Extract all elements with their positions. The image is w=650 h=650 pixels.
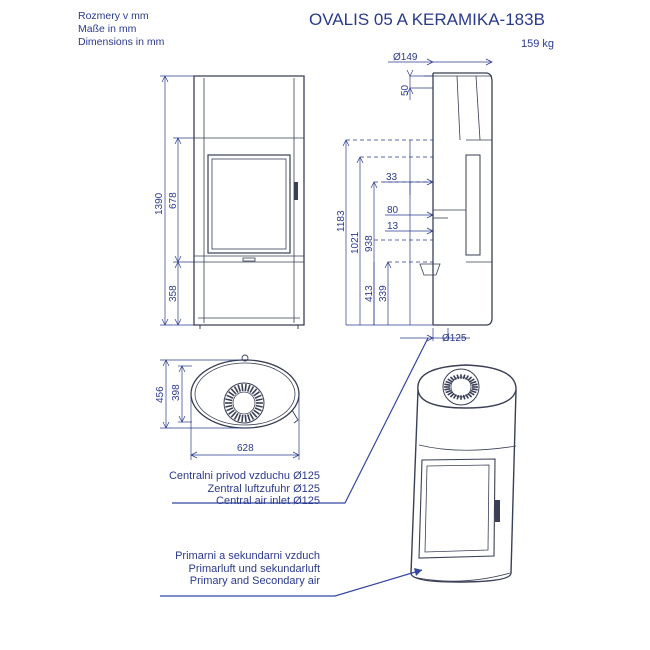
legend-prim-en: Primary and Secondary air	[189, 575, 320, 587]
vent-slot	[463, 375, 464, 379]
vent-slot	[245, 415, 246, 422]
dim-top-depth: 456	[155, 386, 166, 403]
dim-side-1021: 1021	[350, 231, 361, 254]
vent-slot	[468, 377, 472, 381]
vent-slot	[457, 395, 458, 399]
vent-slot	[472, 389, 478, 390]
vent-slot	[256, 406, 263, 408]
stove-3d-view	[411, 365, 516, 582]
product-title: OVALIS 05 A KERAMIKA-183B	[309, 10, 545, 29]
units-en: Dimensions in mm	[78, 36, 165, 48]
top-vent-slots	[225, 384, 263, 422]
dim-front-upper: 678	[168, 192, 179, 209]
vent-slot	[466, 376, 469, 380]
dim-front-height: 1390	[154, 192, 165, 215]
dim-side-13: 13	[387, 221, 399, 232]
dim-side-413: 413	[364, 285, 375, 302]
vent-slot	[450, 394, 454, 398]
legend-primary-air	[120, 550, 320, 588]
dim-side-flue: Ø149	[393, 52, 418, 63]
vent-slot	[250, 387, 254, 393]
vent-slot	[446, 391, 451, 393]
legend-prim-cz: Primarni a sekundarni vzduch	[175, 550, 320, 562]
vent-slot	[444, 384, 450, 385]
side-dimensions	[336, 52, 492, 344]
vent-slot	[238, 385, 240, 392]
side-view	[420, 73, 492, 325]
vent-slot	[448, 392, 453, 395]
dim-side-33: 33	[386, 172, 398, 183]
dim-side-50: 50	[400, 84, 411, 96]
vent-slot	[227, 395, 233, 398]
vent-slot	[255, 408, 261, 411]
vent-slot	[468, 394, 472, 398]
vent-slot	[250, 413, 254, 419]
front-dimensions	[154, 76, 194, 325]
vent-slot	[255, 395, 261, 398]
vent-slot	[248, 414, 250, 421]
product-weight: 159 kg	[521, 38, 555, 50]
vent-slot	[225, 399, 232, 401]
legend-prim-de: Primarluft und sekundarluft	[188, 562, 320, 575]
vent-slot	[466, 394, 469, 398]
units-de: Maße in mm	[78, 23, 137, 35]
dim-side-80: 80	[387, 205, 399, 216]
vent-slot	[454, 376, 457, 380]
vent-slot	[457, 375, 458, 379]
legend-air-en: Central air inlet Ø125	[216, 495, 320, 507]
vent-slot	[444, 389, 450, 390]
dim-top-width: 628	[237, 443, 254, 454]
vent-slot	[450, 377, 454, 381]
iso-vent-slots	[444, 374, 478, 400]
vent-slot	[256, 399, 263, 401]
vent-slot	[248, 385, 250, 392]
vent-slot	[471, 382, 476, 384]
units-cz: Rozmery v mm	[78, 10, 149, 22]
legend-air-de: Zentral luftzufuhr Ø125	[207, 482, 320, 495]
vent-slot	[245, 384, 246, 391]
dim-front-lower: 358	[168, 285, 179, 302]
vent-slot	[238, 414, 240, 421]
dim-side-938: 938	[364, 235, 375, 252]
vent-slot	[235, 387, 239, 393]
dim-side-air-inlet: Ø125	[442, 333, 467, 344]
dim-side-1183: 1183	[336, 210, 347, 232]
vent-slot	[472, 384, 478, 385]
legend-central-air	[120, 470, 320, 508]
vent-slot	[471, 391, 476, 393]
vent-slot	[454, 394, 457, 398]
vent-slot	[448, 379, 453, 382]
vent-slot	[235, 413, 239, 419]
vent-slot	[470, 379, 475, 382]
vent-slot	[463, 395, 464, 399]
vent-slot	[446, 382, 451, 384]
top-view	[191, 355, 299, 428]
vent-slot	[242, 384, 243, 391]
front-view	[194, 76, 304, 329]
vent-slot	[227, 408, 233, 411]
dim-top-inner: 398	[171, 384, 182, 401]
dim-side-339: 339	[378, 285, 389, 302]
legend-air-cz: Centralni privod vzduchu Ø125	[168, 470, 320, 482]
vent-slot	[242, 415, 243, 422]
vent-slot	[225, 406, 232, 408]
vent-slot	[470, 392, 475, 395]
